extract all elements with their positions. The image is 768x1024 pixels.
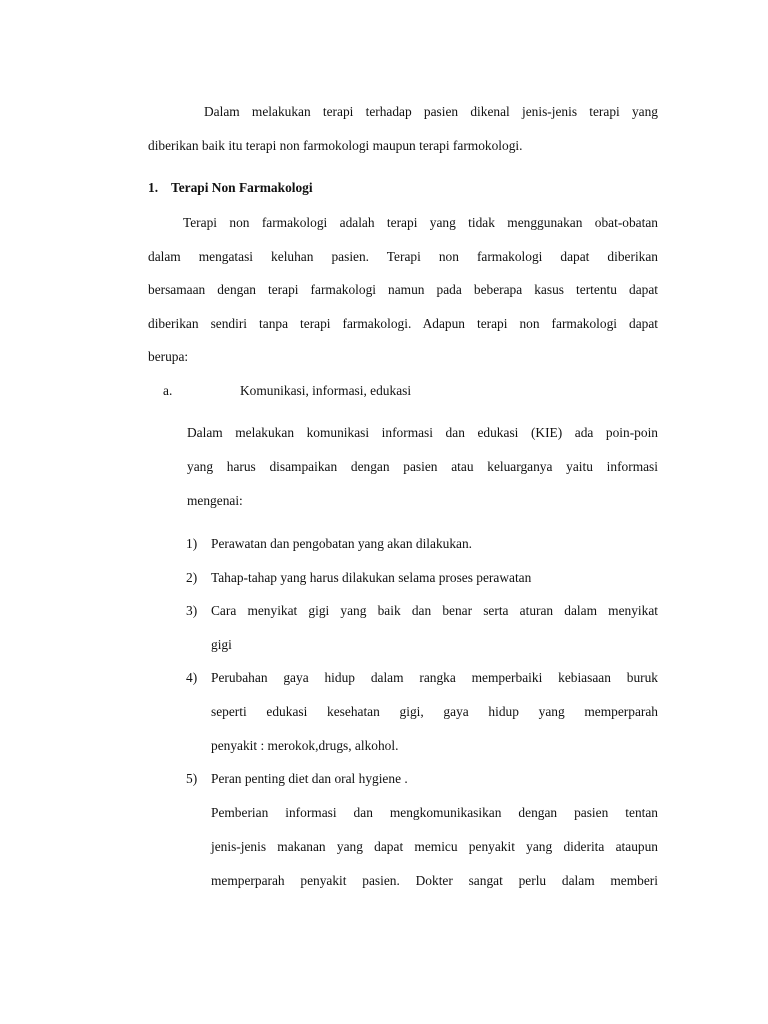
intro-paragraph	[148, 95, 658, 163]
closing-paragraph	[211, 796, 658, 898]
list-item	[186, 561, 658, 595]
list-item-line: penyakit : merokok,drugs, alkohol.	[211, 738, 399, 753]
paragraph-line: Pemberian informasi dan mengkomunikasikan dengan pasien tentan	[211, 805, 658, 820]
paragraph-line: mengenai:	[187, 493, 243, 508]
paragraph-line: diberikan sendiri tanpa terapi farmakologi. Adapun terapi non farmakologi dapat	[148, 315, 658, 331]
section-paragraph	[148, 206, 658, 374]
list-item-number: 5)	[186, 771, 198, 786]
list-item-line: gigi	[211, 637, 232, 652]
paragraph-line: bersamaan dengan terapi farmakologi namun pada beberapa kasus tertentu dapat	[148, 282, 658, 297]
paragraph-line: memperparah penyakit pasien. Dokter sangat perlu dalam memberi	[211, 873, 658, 888]
section-title: Terapi Non Farmakologi	[171, 180, 313, 195]
paragraph-line: diberikan baik itu terapi non farmokologi maupun terapi farmokologi.	[148, 138, 523, 153]
list-item-number: 3)	[186, 603, 198, 618]
list-item-line: Peran penting diet dan oral hygiene .	[211, 771, 408, 786]
subsection-title: Komunikasi, informasi, edukasi	[240, 383, 412, 398]
list-item-number: 1)	[186, 536, 198, 551]
subsection-marker: a.	[163, 383, 173, 398]
paragraph-line: jenis-jenis makanan yang dapat memicu penyakit yang diderita ataupun	[211, 839, 658, 854]
paragraph-line: Terapi non farmakologi adalah terapi yang tidak menggunakan obat-obatan	[183, 215, 658, 230]
paragraph-line: dalam mengatasi keluhan pasien. Terapi non farmakologi dapat diberikan	[148, 248, 658, 264]
kie-paragraph	[187, 416, 658, 518]
list-item-line: Tahap-tahap yang harus dilakukan selama proses perawatan	[211, 570, 532, 585]
list-item-number: 4)	[186, 670, 198, 685]
list-item-line: Perubahan gaya hidup dalam rangka memperbaiki kebiasaan buruk	[211, 670, 658, 685]
list-item-line: seperti edukasi kesehatan gigi, gaya hidup yang memperparah	[211, 704, 658, 719]
list-item	[186, 661, 658, 763]
paragraph-line: yang harus disampaikan dengan pasien atau keluarganya yaitu informasi	[187, 459, 658, 474]
list-item-line: Perawatan dan pengobatan yang akan dilakukan.	[211, 536, 473, 551]
paragraph-line: Dalam melakukan komunikasi informasi dan edukasi (KIE) ada poin-poin	[187, 425, 658, 440]
list-item	[186, 762, 658, 796]
section-number: 1.	[148, 180, 159, 195]
list-item	[186, 527, 658, 561]
list-item	[186, 594, 658, 662]
paragraph-line: berupa:	[148, 349, 189, 364]
paragraph-line: Dalam melakukan terapi terhadap pasien dikenal jenis-jenis terapi yang	[204, 104, 658, 119]
list-item-number: 2)	[186, 570, 198, 585]
list-item-line: Cara menyikat gigi yang baik dan benar serta aturan dalam menyikat	[211, 603, 658, 618]
